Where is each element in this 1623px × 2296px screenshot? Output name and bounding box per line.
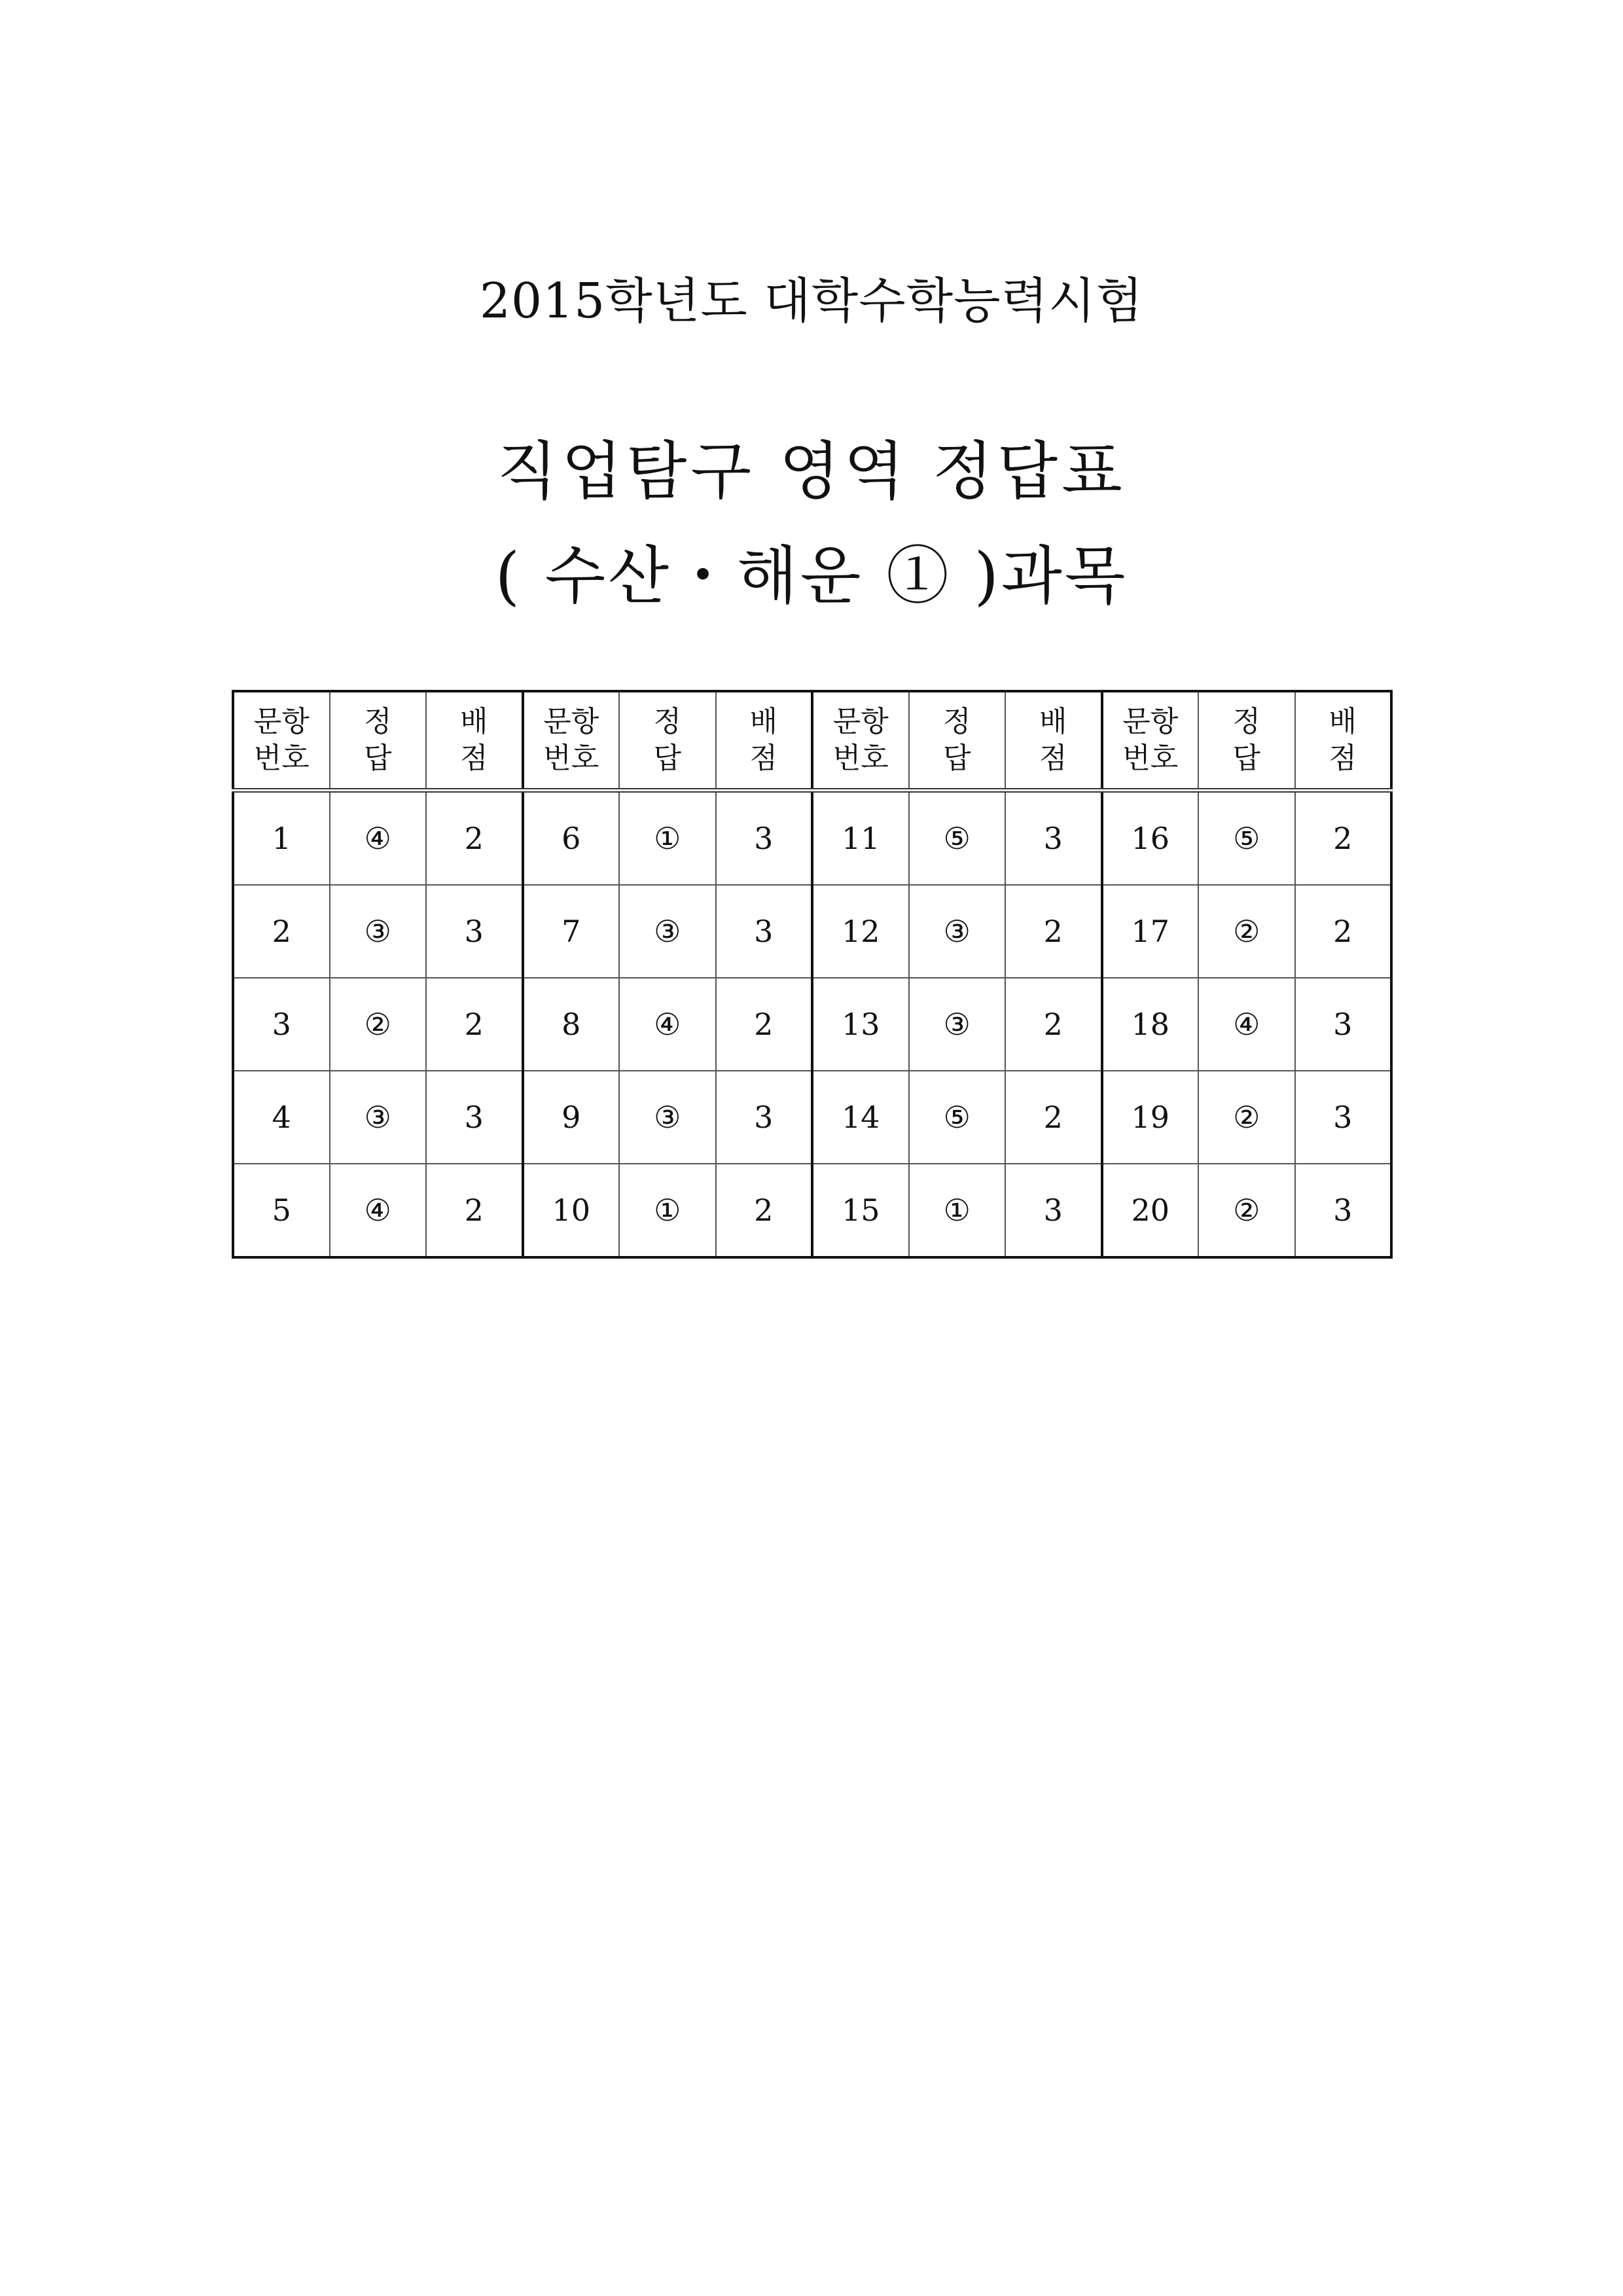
score-cell: 2 (1005, 978, 1102, 1071)
score-cell: 3 (1005, 1164, 1102, 1257)
table-body (233, 791, 1391, 1258)
answer-cell: ② (1198, 885, 1295, 978)
score-cell: 3 (716, 885, 813, 978)
header-question-number-label: 문항 번호 (1122, 705, 1179, 775)
header-answer (619, 691, 716, 791)
score-cell: 2 (1005, 885, 1102, 978)
answer-cell: ② (330, 978, 427, 1071)
question-number-cell: 3 (233, 978, 330, 1071)
answer-cell: ③ (909, 885, 1006, 978)
answer-cell: ⑤ (1198, 791, 1295, 886)
header-score (1005, 691, 1102, 791)
question-number-cell: 12 (812, 885, 909, 978)
header-answer-label: 정답 (653, 705, 696, 775)
answer-cell: ④ (1198, 978, 1295, 1071)
header-answer (1198, 691, 1295, 791)
header-question-number-label: 문항 번호 (832, 705, 889, 775)
question-number-cell: 9 (523, 1071, 620, 1164)
header-question-number (1102, 691, 1199, 791)
answer-cell: ③ (619, 885, 716, 978)
table-header-row (233, 691, 1391, 791)
question-number-cell: 18 (1102, 978, 1199, 1071)
score-cell: 3 (1295, 978, 1392, 1071)
answer-cell: ③ (330, 885, 427, 978)
answer-cell: ④ (330, 791, 427, 886)
answer-cell: ③ (619, 1071, 716, 1164)
page-title: 직업탐구 영역 정답표 (497, 435, 1126, 508)
score-cell: 2 (426, 978, 523, 1071)
table-row (233, 885, 1391, 978)
header-score (716, 691, 813, 791)
question-number-cell: 13 (812, 978, 909, 1071)
answer-table (232, 690, 1393, 1259)
table-row (233, 1164, 1391, 1257)
question-number-cell: 19 (1102, 1071, 1199, 1164)
header-score (426, 691, 523, 791)
table-row (233, 1071, 1391, 1164)
header-score-label: 배점 (459, 705, 503, 775)
answer-cell: ① (619, 791, 716, 886)
question-number-cell: 5 (233, 1164, 330, 1257)
score-cell: 2 (1005, 1071, 1102, 1164)
question-number-cell: 15 (812, 1164, 909, 1257)
header-question-number-label: 문항 번호 (253, 705, 310, 775)
answer-cell: ④ (330, 1164, 427, 1257)
question-number-cell: 20 (1102, 1164, 1199, 1257)
header-score-label: 배점 (749, 705, 792, 775)
question-number-cell: 8 (523, 978, 620, 1071)
question-number-cell: 4 (233, 1071, 330, 1164)
score-cell: 2 (426, 791, 523, 886)
table-row (233, 978, 1391, 1071)
header-score (1295, 691, 1392, 791)
question-number-cell: 7 (523, 885, 620, 978)
score-cell: 3 (716, 1071, 813, 1164)
score-cell: 2 (716, 978, 813, 1071)
header-question-number (233, 691, 330, 791)
answer-cell: ① (619, 1164, 716, 1257)
question-number-cell: 6 (523, 791, 620, 886)
score-cell: 2 (1295, 791, 1392, 886)
question-number-cell: 14 (812, 1071, 909, 1164)
question-number-cell: 1 (233, 791, 330, 886)
answer-cell: ③ (330, 1071, 427, 1164)
question-number-cell: 11 (812, 791, 909, 886)
header-score-label: 배점 (1329, 705, 1371, 775)
score-cell: 3 (426, 885, 523, 978)
score-cell: 3 (1295, 1071, 1392, 1164)
score-cell: 3 (716, 791, 813, 886)
answer-cell: ⑤ (909, 791, 1006, 886)
header-answer (909, 691, 1006, 791)
header-score-label: 배점 (1039, 705, 1082, 775)
header-answer-label: 정답 (942, 705, 986, 775)
question-number-cell: 10 (523, 1164, 620, 1257)
question-number-cell: 17 (1102, 885, 1199, 978)
score-cell: 3 (426, 1071, 523, 1164)
score-cell: 3 (1295, 1164, 1392, 1257)
answer-cell: ① (909, 1164, 1006, 1257)
question-number-cell: 16 (1102, 791, 1199, 886)
score-cell: 3 (1005, 791, 1102, 886)
score-cell: 2 (716, 1164, 813, 1257)
subject-subtitle: ( 수산・해운 ① )과목 (495, 539, 1128, 613)
header-answer-label: 정답 (1232, 705, 1275, 775)
answer-cell: ② (1198, 1071, 1295, 1164)
answer-cell: ⑤ (909, 1071, 1006, 1164)
table-row (233, 791, 1391, 886)
answer-cell: ② (1198, 1164, 1295, 1257)
answer-cell: ③ (909, 978, 1006, 1071)
header-question-number (523, 691, 620, 791)
score-cell: 2 (1295, 885, 1392, 978)
exam-title: 2015학년도 대학수학능력시험 (479, 273, 1144, 329)
header-question-number-label: 문항 번호 (543, 705, 599, 775)
score-cell: 2 (426, 1164, 523, 1257)
question-number-cell: 2 (233, 885, 330, 978)
header-answer (330, 691, 427, 791)
answer-cell: ④ (619, 978, 716, 1071)
header-question-number (812, 691, 909, 791)
header-answer-label: 정답 (363, 705, 406, 775)
